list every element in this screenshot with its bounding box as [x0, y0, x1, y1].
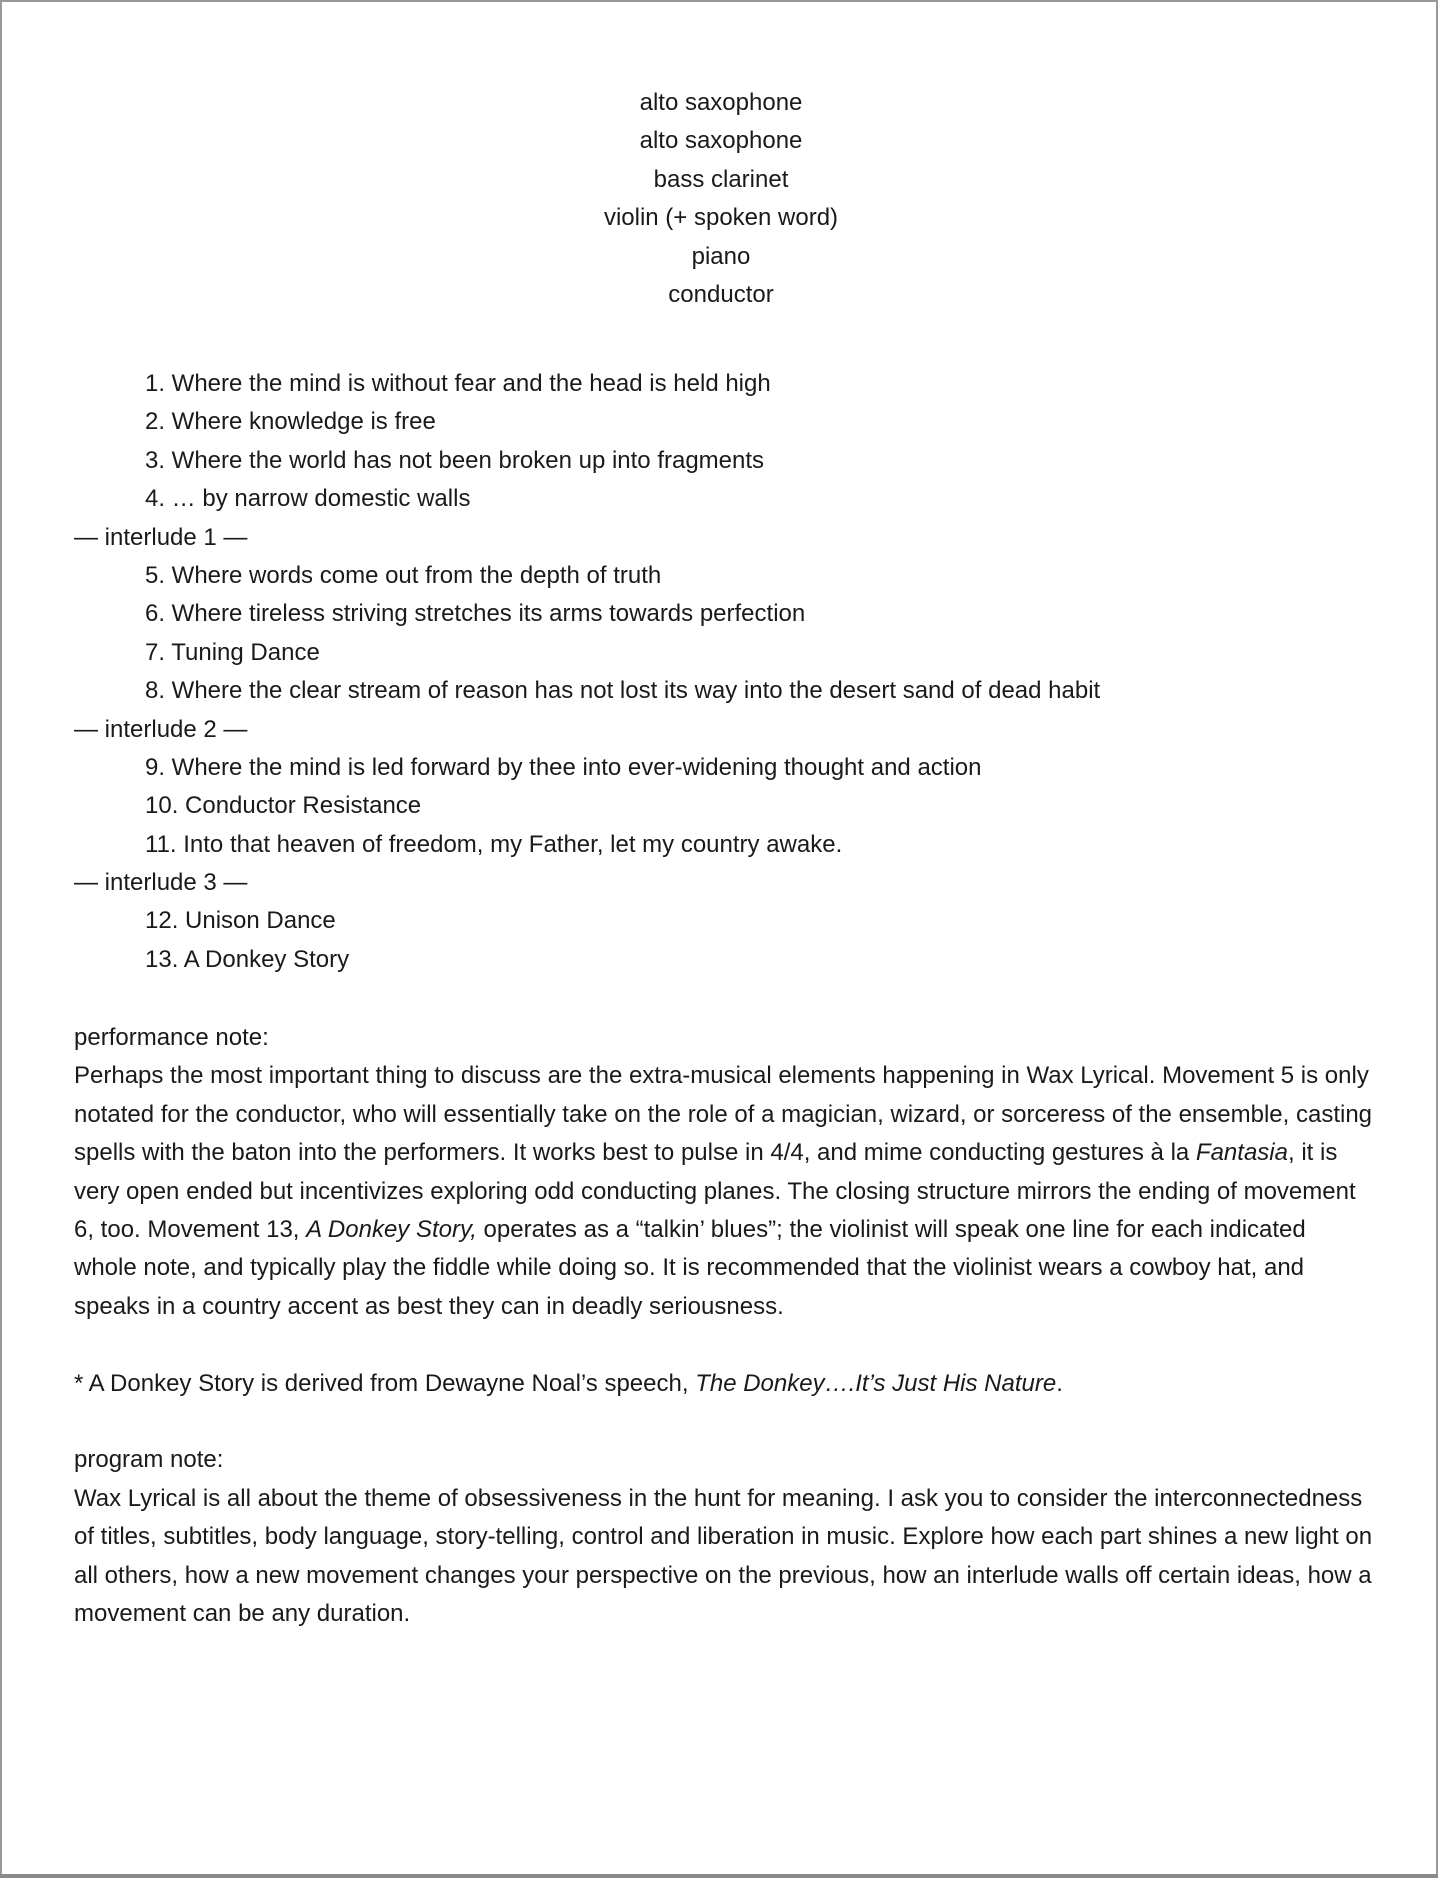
instrument-line: piano	[691, 242, 751, 270]
interlude-item: — interlude 2 —	[74, 715, 248, 743]
page-edge	[0, 1874, 1438, 1878]
interlude-item: — interlude 1 —	[74, 523, 248, 551]
speech-title: The Donkey….It’s Just His Nature	[695, 1369, 1057, 1397]
movement-item: 6. Where tireless striving stretches its arms towards perfection	[145, 600, 806, 628]
spacer	[74, 1403, 1374, 1441]
footnote: * A Donkey Story is derived from Dewayne Noal’s speech, The Donkey….It’s Just His Nature.	[74, 1369, 1063, 1397]
instrument-line: bass clarinet	[653, 165, 789, 193]
movement-item: 7. Tuning Dance	[145, 638, 320, 666]
movement-list	[2, 365, 1436, 979]
instrument-line: conductor	[668, 281, 774, 309]
movement-item: 4. … by narrow domestic walls	[145, 485, 471, 513]
movement-item: 11. Into that heaven of freedom, my Father, let my country awake.	[145, 830, 843, 858]
movement-item: 1. Where the mind is without fear and the head is held high	[145, 370, 771, 397]
spacer	[74, 1326, 1374, 1364]
instrument-line: alto saxophone	[639, 89, 803, 116]
program-note-body: Wax Lyrical is all about the theme of obsessiveness in the hunt for meaning. I ask you to consider the interconnectedness of titles, subtitles, body language, story-telling, control and liberation in music. Explore how each part shines a new light on all others, how a new movement changes your perspective on the previous, how an interlude walls off certain ideas, how a movement can be any duration.	[74, 1484, 1373, 1628]
performance-note-heading: performance note:	[74, 1024, 269, 1051]
movement-item: 12. Unison Dance	[145, 907, 336, 935]
movement-item: 13. A Donkey Story	[145, 945, 350, 973]
movement-item: 5. Where words come out from the depth of truth	[145, 561, 662, 589]
program-note-heading: program note:	[74, 1446, 224, 1474]
performance-note-body: Perhaps the most important thing to discuss are the extra-musical elements happening in Wax Lyrical. Movement 5 is only notated for the conductor, who will essentially take on the role of a magician, wizard, or sorceress of the ensemble, casting spells with the baton into the performers. It works best to pulse in 4/4, and mime conducting gestures à la Fantasia, it is very open ended but incentivizes exploring odd conducting planes. The closing structure mirrors the ending of movement 6, too. Movement 13, A Donkey Story, operates as a “talkin’ blues”; the violinist will speak one line for each indicated whole note, and typically play the fiddle while doing so. It is recommended that the violinist wears a cowboy hat, and speaks in a country accent as best they can in deadly seriousness.	[74, 1062, 1373, 1320]
instrument-line: violin (+ spoken word)	[603, 204, 839, 232]
notes-section	[74, 1019, 1374, 1633]
donkey-story-title: A Donkey Story,	[306, 1216, 477, 1244]
movement-item: 3. Where the world has not been broken up into fragments	[145, 446, 765, 474]
document-page	[2, 2, 1436, 1874]
fantasia-title: Fantasia	[1195, 1139, 1288, 1167]
movement-item: 10. Conductor Resistance	[145, 792, 422, 820]
movement-item: 2. Where knowledge is free	[145, 408, 436, 436]
interlude-item: — interlude 3 —	[74, 869, 248, 897]
instrumentation-list	[2, 84, 1436, 314]
movement-item: 9. Where the mind is led forward by thee into ever-widening thought and action	[145, 753, 982, 781]
instrument-line: alto saxophone	[639, 127, 803, 155]
movement-item: 8. Where the clear stream of reason has not lost its way into the desert sand of dead habit	[145, 677, 1101, 705]
